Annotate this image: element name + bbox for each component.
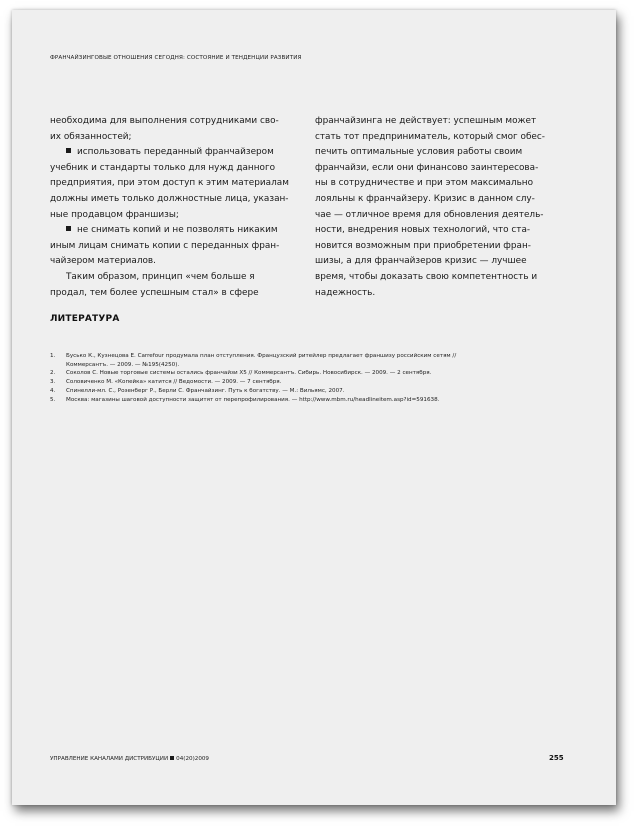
- footer: [50, 756, 209, 762]
- text-line: не снимать копий и не позволять никаким: [77, 225, 278, 236]
- text-line: стать тот предприниматель, который смог обес-: [315, 131, 545, 142]
- text-line: ны в сотрудничестве и при этом максимально: [315, 178, 534, 189]
- reference-text: Спинелли-мл. С., Розенберг Р., Берли С. Франчайзинг. Путь к богатству. — М.: Вильямс, 2007.: [66, 387, 345, 394]
- page-number: 255: [549, 754, 564, 762]
- reference-text: Соловиченко М. «Копейка» катится // Ведомости. — 2009. — 7 сентября.: [66, 379, 282, 386]
- bullet-square-icon: [66, 226, 71, 231]
- reference-item: [50, 396, 580, 405]
- reference-list: [50, 352, 580, 404]
- text-line: необходима для выполнения сотрудниками сво-: [50, 116, 279, 126]
- text-line: их обязанностей;: [50, 131, 132, 142]
- text-line: должны иметь только должностные лица, указан-: [50, 193, 289, 204]
- issue-number: 04(20)2009: [176, 756, 209, 762]
- text-line: чайзером материалов.: [50, 256, 156, 267]
- text-line: продал, тем более успешным стал» в сфере: [50, 287, 259, 298]
- reference-number: 2.: [50, 370, 56, 377]
- reference-item: [50, 352, 580, 369]
- text-line: новится возможным при приобретении фран-: [315, 240, 531, 251]
- text-line: время, чтобы доказать свою компетентность и: [315, 271, 538, 282]
- bullet-item: [50, 223, 278, 239]
- left-column: [50, 114, 289, 301]
- reference-item: [50, 378, 580, 387]
- reference-item: [50, 387, 580, 396]
- text-line: чае — отличное время для обновления деятель-: [315, 209, 544, 220]
- reference-text: Коммерсантъ. — 2009. — №195(4250).: [66, 361, 180, 368]
- reference-number: 1.: [50, 353, 56, 359]
- text-line: учебник и стандарты только для нужд данного: [50, 162, 276, 173]
- reference-text: Москва: магазины шаговой доступности защитят от перепрофилирования. — http://www.mbm.ru/headlineitem.asp?id=591638.: [66, 396, 440, 403]
- square-separator-icon: [170, 756, 174, 760]
- reference-text: Соколов С. Новые торговые системы остались франчайзи Х5 // Коммерсантъ. Сибирь. Новосибирск. — 2009. — 2 сентября.: [66, 370, 432, 377]
- reference-text: Бусько К., Кузнецова Е. Carrefour продумала план отступления. Французский ритейлер предлагает франшизу российским сетям //: [66, 353, 457, 359]
- journal-title: УПРАВЛЕНИЕ КАНАЛАМИ ДИСТРИБУЦИИ: [50, 756, 169, 762]
- text-line: предприятия, при этом доступ к этим материалам: [50, 178, 289, 189]
- text-line: печить оптимальные условия работы своим: [315, 147, 523, 158]
- reference-number: 3.: [50, 379, 56, 386]
- text-line: франчайзи, если они финансово заинтересова-: [315, 162, 539, 173]
- reference-item: [50, 369, 580, 378]
- text-line: ности, внедрения новых технологий, что ста-: [315, 225, 531, 236]
- text-line: использовать переданный франчайзером: [77, 147, 274, 158]
- text-line: шизы, а для франчайзеров кризис — лучшее: [315, 256, 527, 267]
- right-column: [315, 114, 545, 301]
- text-line: надежность.: [315, 287, 376, 298]
- reference-number: 4.: [50, 387, 56, 394]
- text-line: ные продавцом франшизы;: [50, 209, 179, 220]
- running-head: ФРАНЧАЙЗИНГОВЫЕ ОТНОШЕНИЯ СЕГОДНЯ: СОСТОЯНИЕ И ТЕНДЕНЦИИ РАЗВИТИЯ: [50, 55, 302, 61]
- bullet-square-icon: [66, 148, 71, 153]
- document-page: [12, 10, 616, 805]
- text-line: Таким образом, принцип «чем больше я: [66, 271, 255, 282]
- section-heading: ЛИТЕРАТУРА: [50, 314, 120, 324]
- bullet-item: [50, 145, 275, 161]
- reference-number: 5.: [50, 396, 56, 403]
- text-line: лояльны к франчайзеру. Кризис в данном слу-: [315, 193, 535, 204]
- text-line: франчайзинга не действует: успешным может: [315, 116, 537, 126]
- text-line: иным лицам снимать копии с переданных фран-: [50, 240, 280, 251]
